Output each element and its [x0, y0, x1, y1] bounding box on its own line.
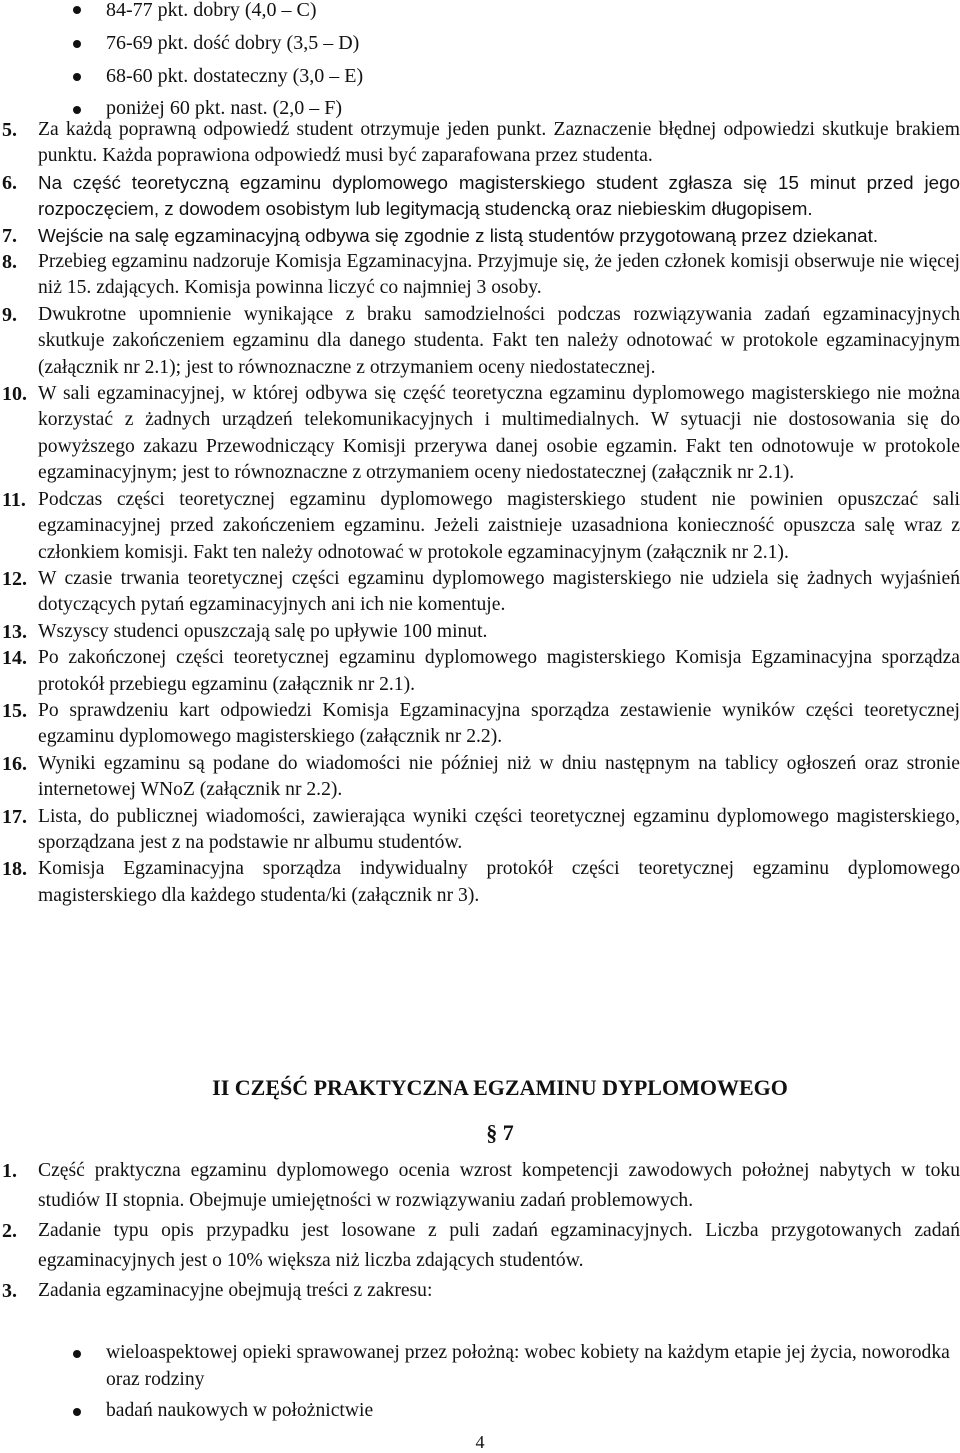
- item-number: 5.: [2, 119, 17, 141]
- item-text: Dwukrotne upomnienie wynikające z braku samodzielności podczas rozwiązywania zadań egzaminacyjnych skutkuje zakończeniem egzaminu dla danego studenta. Fakt ten należy odnotować w protokole egzaminacyjnym (załącznik nr 2.1); jest to równoznaczne z otrzymaniem oceny niedostatecznej.: [38, 303, 960, 378]
- item-text: Wszyscy studenci opuszczają salę po upływie 100 minut.: [38, 620, 488, 642]
- scope-bullet-list: [0, 1339, 960, 1424]
- item-number: 14.: [2, 647, 27, 670]
- item-number: 15.: [2, 699, 27, 722]
- list-item: [0, 619, 960, 645]
- list-item: [0, 856, 960, 909]
- list-item: [0, 566, 960, 619]
- rules-list: [0, 117, 960, 909]
- item-number: 17.: [2, 805, 27, 828]
- item-text: Za każdą poprawną odpowiedź student otrzymuje jeden punkt. Zaznaczenie błędnej odpowiedzi skutkuje brakiem punktu. Każda poprawiona odpowiedź musi być zaparafowana przez studenta.: [38, 119, 960, 167]
- list-item: [0, 804, 960, 857]
- item-number: 16.: [2, 752, 27, 775]
- item-text: Lista, do publicznej wiadomości, zawierająca wyniki części teoretycznej egzaminu dyplomowego magisterskiego, sporządzana jest z na podstawie nr albumu studentów.: [38, 805, 960, 853]
- item-number: 10.: [2, 383, 27, 406]
- grade-bullet-3: 68-60 pkt. dostateczny (3,0 – E): [106, 65, 364, 87]
- item-text: Wejście na salę egzaminacyjną odbywa się zgodnie z listą studentów przygotowaną przez dziekanat.: [38, 224, 879, 246]
- item-number: 6.: [2, 171, 17, 194]
- bullet-dot: [73, 40, 81, 48]
- bullet-dot: [73, 6, 81, 14]
- grade-bullet-1: 84-77 pkt. dobry (4,0 – C): [106, 0, 317, 21]
- list-item: [0, 1156, 960, 1216]
- item-number: 9.: [2, 303, 17, 326]
- item-text: Po zakończonej części teoretycznej egzaminu dyplomowego magisterskiego Komisja Egzaminacyjna sporządza protokół przebiegu egzaminu (załącznik nr 2.1).: [38, 647, 960, 695]
- item-number: 18.: [2, 858, 27, 881]
- item-text: Po sprawdzeniu kart odpowiedzi Komisja Egzaminacyjna sporządza zestawienie wyników części teoretycznej egzaminu dyplomowego magisterskiego (załącznik nr 2.2).: [38, 699, 960, 748]
- bullet-dot: [73, 1408, 81, 1416]
- list-item: [0, 1276, 960, 1306]
- item-number: 12.: [2, 567, 27, 590]
- list-item: [0, 1216, 960, 1276]
- item-text: Podczas części teoretycznej egzaminu dyplomowego magisterskiego student nie powinien opuszczać sali egzaminacyjnej przed zakończeniem egzaminu. Jeżeli zaistnieje uzasadniona konieczność opuszcza salę wraz z członkiem komisji. Fakt ten należy odnotować w protokole egzaminacyjnym (załącznik nr 2.1).: [38, 488, 960, 563]
- item-text: Na część teoretyczną egzaminu dyplomowego magisterskiego student zgłasza się 15 minut przed jego rozpoczęciem, z dowodem osobistym lub legitymacją studencką oraz niebieskim długopisem.: [38, 171, 960, 220]
- scope-bullet-text: badań naukowych w położnictwie: [106, 1400, 374, 1421]
- section-rules-list: [0, 1156, 960, 1306]
- item-number: 11.: [2, 488, 26, 511]
- list-item: [0, 223, 960, 249]
- list-item: [0, 249, 960, 302]
- paragraph-sign-text: § 7: [486, 1120, 514, 1145]
- list-item: [0, 487, 960, 566]
- item-text: Przebieg egzaminu nadzoruje Komisja Egzaminacyjna. Przyjmuje się, że jeden członek komisji obserwuje nie więcej niż 15. zdających. Komisja powinna liczyć co najmniej 3 osoby.: [38, 251, 960, 299]
- list-item: [0, 751, 960, 804]
- item-number: 1.: [2, 1160, 17, 1182]
- grade-bullet-2: 76-69 pkt. dość dobry (3,5 – D): [106, 32, 360, 54]
- item-number: 3.: [2, 1280, 17, 1302]
- list-item: [0, 1397, 960, 1424]
- paragraph-sign: [0, 1119, 960, 1147]
- bullet-dot: [73, 106, 81, 114]
- item-number: 13.: [2, 620, 27, 643]
- item-text: Wyniki egzaminu są podane do wiadomości nie później niż w dniu następnym na tablicy ogłoszeń oraz stronie internetowej WNoZ (załącznik nr 2.2).: [38, 752, 960, 801]
- list-item: [0, 1339, 960, 1393]
- item-text: Komisja Egzaminacyjna sporządza indywidualny protokół części teoretycznej egzaminu dyplomowego magisterskiego dla każdego studenta/ki (załącznik nr 3).: [38, 858, 960, 906]
- list-item: [0, 117, 960, 170]
- scope-bullet-text: wieloaspektowej opieki sprawowanej przez położną: wobec kobiety na każdym etapie jej życia, noworodka oraz rodziny: [106, 1342, 950, 1390]
- bullet-dot: [73, 73, 81, 81]
- list-item: [0, 645, 960, 698]
- list-item: [0, 381, 960, 487]
- section-heading: [0, 1074, 960, 1102]
- list-item: [0, 698, 960, 751]
- item-text: Zadania egzaminacyjne obejmują treści z zakresu:: [38, 1280, 433, 1301]
- grade-bullet-4: poniżej 60 pkt. nast. (2,0 – F): [106, 97, 343, 119]
- page-number: 4: [475, 1432, 485, 1452]
- item-text: Zadanie typu opis przypadku jest losowane z puli zadań egzaminacyjnych. Liczba przygotowanych zadań egzaminacyjnych jest o 10% większa niż liczba zdających studentów.: [38, 1220, 960, 1271]
- bullet-dot: [73, 1350, 81, 1358]
- item-number: 2.: [2, 1220, 17, 1242]
- item-text: W sali egzaminacyjnej, w której odbywa się część teoretyczna egzaminu dyplomowego magisterskiego nie można korzystać z żadnych urządzeń telekomunikacyjnych i multimedialnych. W sytuacji nie dostosowania się do powyższego zakazu Przewodniczący Komisji przerywa danej osobie egzamin. Fakt ten odnotowuje w protokole egzaminacyjnym; jest to równoznaczne z otrzymaniem oceny niedostatecznej (załącznik nr 2.1).: [38, 383, 960, 484]
- item-number: 7.: [2, 224, 17, 247]
- list-item: [0, 302, 960, 381]
- item-number: 8.: [2, 251, 17, 274]
- section-heading-text: II CZĘŚĆ PRAKTYCZNA EGZAMINU DYPLOMOWEGO: [212, 1075, 788, 1100]
- item-text: Część praktyczna egzaminu dyplomowego ocenia wzrost kompetencji zawodowych położnej nabytych w toku studiów II stopnia. Obejmuje umiejętności w rozwiązywaniu zadań problemowych.: [38, 1160, 960, 1211]
- list-item: [0, 170, 960, 223]
- item-text: W czasie trwania teoretycznej części egzaminu dyplomowego magisterskiego nie udziela się żadnych wyjaśnień dotyczących pytań egzaminacyjnych ani ich nie komentuje.: [38, 567, 960, 616]
